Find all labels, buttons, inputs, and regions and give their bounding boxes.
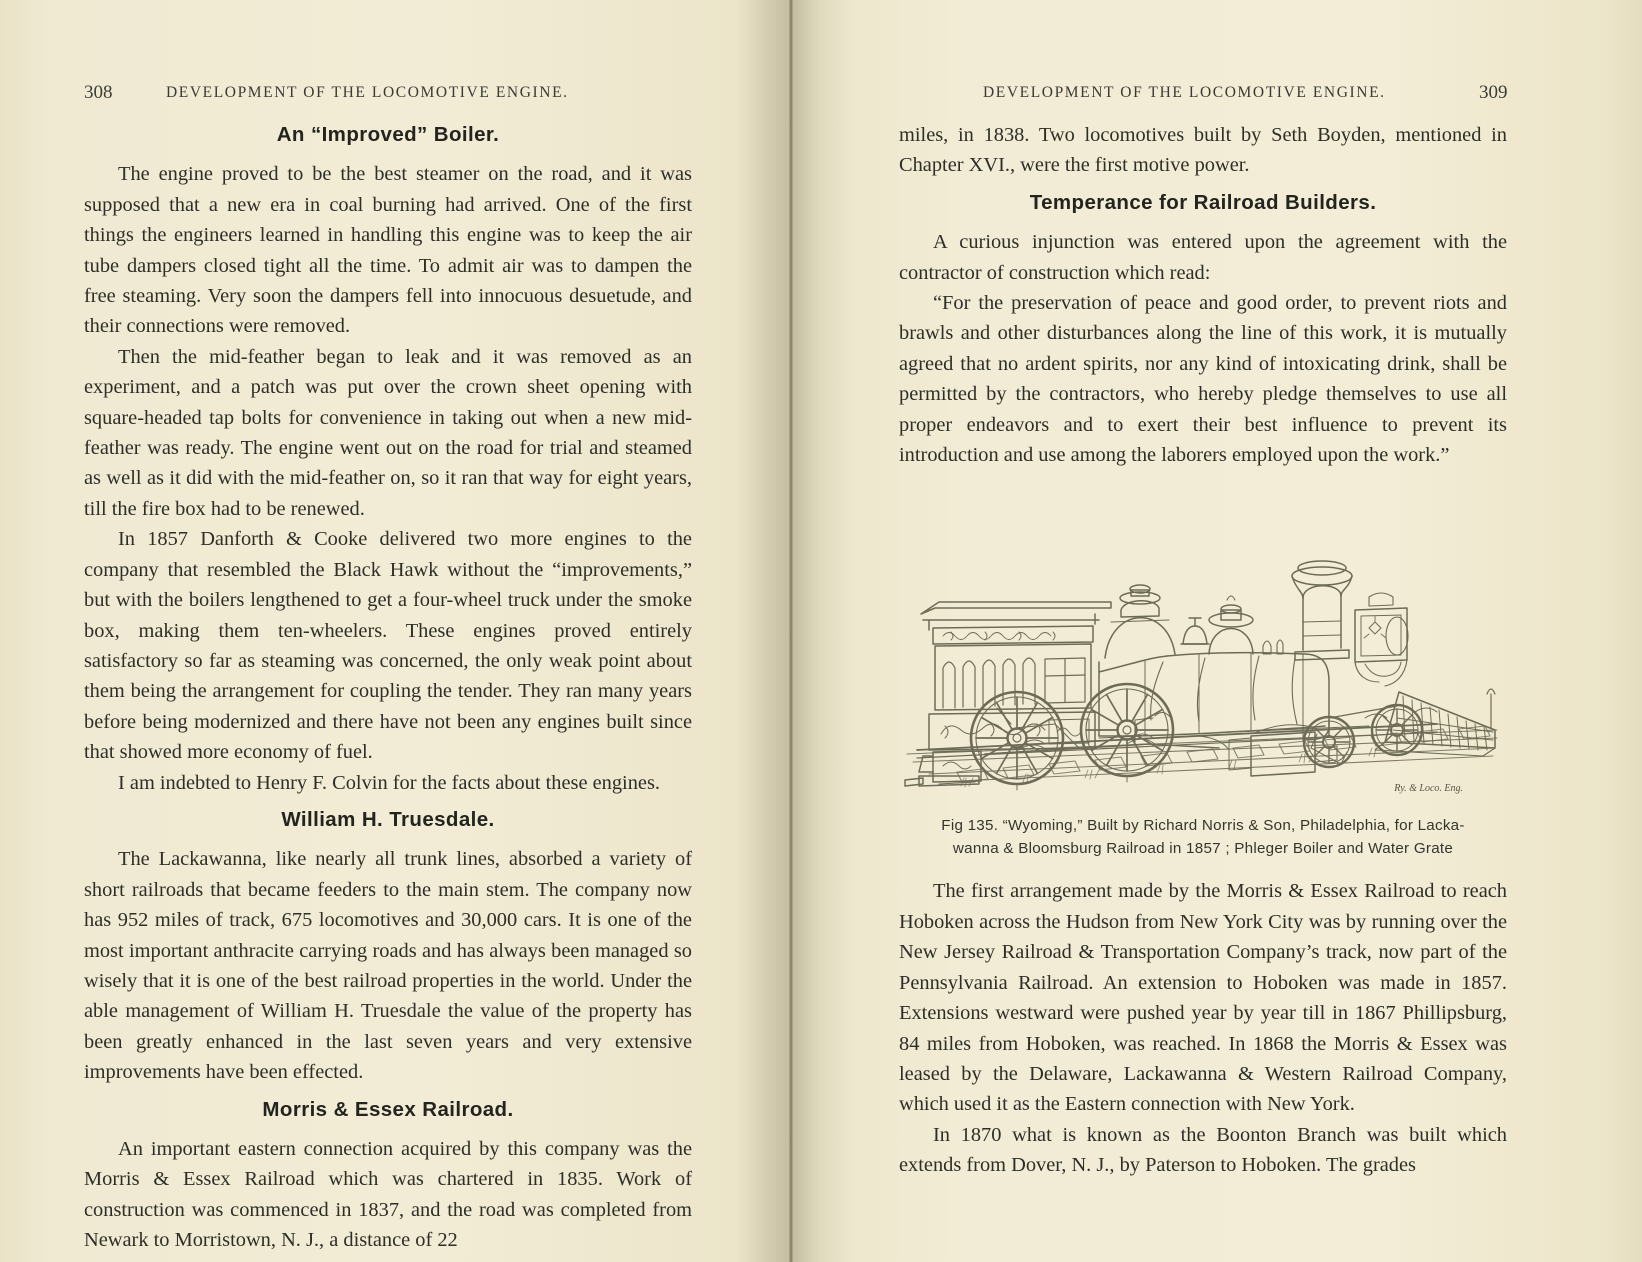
- locomotive-engraving-image: [899, 486, 1507, 806]
- paragraph: An important eastern connection acquired by this company was the Morris & Essex Railroad which was chartered in 1835. Work of construction was commenced in 1837, and the road was completed from Newark to Morristown, N. J., a distance of 22: [84, 1138, 692, 1252]
- paragraph: I am indebted to Henry F. Colvin for the facts about these engines.: [118, 771, 660, 794]
- paragraph: In 1870 what is known as the Boonton Branch was built which extends from Dover, N. J., by Paterson to Hoboken. The grades: [899, 1123, 1507, 1177]
- figure-block: [899, 486, 1507, 860]
- running-head-left: DEVELOPMENT OF THE LOCOMOTIVE ENGINE.: [166, 84, 569, 101]
- page-left: [0, 0, 793, 1262]
- paragraph: “For the preservation of peace and good order, to prevent riots and brawls and other disturbances along the line of this work, it is mutually agreed that no ardent spirits, nor any kind of intoxicating drink, shall be permitted by the contractors, who hereby pledge themselves to use all proper endeavors and to exert their best influence to prevent its introduction and use among the laborers employed upon the work.”: [899, 292, 1507, 467]
- paragraph: The engine proved to be the best steamer on the road, and it was supposed that a new era in coal burning had arrived. One of the first things the engineers learned in handling this engine was to keep the air tube dampers closed tight all the time. To admit air was to dampen the free steaming. Very soon the dampers fell into innocuous desuetude, and their connections were removed.: [84, 163, 692, 338]
- folio-right: 309: [1479, 82, 1508, 103]
- left-column-text: [84, 120, 692, 1256]
- paragraph: A curious injunction was entered upon the agreement with the contractor of construction which read:: [899, 231, 1507, 284]
- heading-improved-boiler: An “Improved” Boiler.: [276, 123, 500, 146]
- figure-caption-line-2: wanna & Bloomsburg Railroad in 1857 ; Phleger Boiler and Water Grate: [952, 840, 1454, 858]
- heading-morris-essex-railroad: Morris & Essex Railroad.: [262, 1097, 514, 1121]
- paragraph-continued: miles, in 1838. Two locomotives built by Seth Boyden, mentioned in Chapter XVI., were the first motive power.: [899, 124, 1507, 177]
- paragraph: Then the mid-feather began to leak and it was removed as an experiment, and a patch was put over the crown sheet opening with square-headed tap bolts for convenience in taking out when a new mid-feather was ready. The engine went out on the road for trial and steamed as well as it did with the mid-feather on, so it ran that way for eight years, till the fire box had to be renewed.: [84, 345, 692, 520]
- figure-caption-line-1: Fig 135. “Wyoming,” Built by Richard Norris & Son, Philadelphia, for Lacka-: [941, 817, 1465, 835]
- heading-william-h-truesdale: William H. Truesdale.: [281, 807, 495, 831]
- heading-temperance-for-railroad-builders: Temperance for Railroad Builders.: [1029, 190, 1377, 214]
- paragraph: In 1857 Danforth & Cooke delivered two more engines to the company that resembled the Black Hawk without the “improvements,” but with the boilers lengthened to get a four-wheel truck under the smoke box, making them ten-wheelers. These engines proved entirely satisfactory so far as steaming was concerned, the only weak point about them being the arrangement for coupling the tender. They ran many years before being modernized and there have not been any engines built since that showed more economy of fuel.: [84, 528, 692, 764]
- paragraph: The first arrangement made by the Morris & Essex Railroad to reach Hoboken across the Hudson from New York City was by running over the New Jersey Railroad & Transportation Company’s track, now part of the Pennsylvania Railroad. An extension to Hoboken was made in 1857. Extensions westward were pushed year by year till in 1867 Phillipsburg, 84 miles from Hoboken, was reached. In 1868 the Morris & Essex was leased by the Delaware, Lackawanna & Western Railroad Company, which used it as the Eastern connection with New York.: [899, 880, 1507, 1116]
- page-right: [793, 0, 1642, 1262]
- figure-caption: [899, 814, 1507, 860]
- paragraph: The Lackawanna, like nearly all trunk lines, absorbed a variety of short railroads that became feeders to the main stem. The company now has 952 miles of track, 675 locomotives and 30,000 cars. It is one of the most important anthracite carrying roads and has always been managed so wisely that it is one of the best railroad properties in the world. Under the able management of William H. Truesdale the value of the property has been greatly enhanced in the last seven years and very extensive improvements have been effected.: [84, 848, 692, 1084]
- right-column-text: [899, 120, 1507, 1181]
- figure-credit: Ry. & Loco. Eng.: [1394, 783, 1463, 795]
- folio-left: 308: [84, 82, 113, 103]
- running-head-right: DEVELOPMENT OF THE LOCOMOTIVE ENGINE.: [983, 84, 1386, 101]
